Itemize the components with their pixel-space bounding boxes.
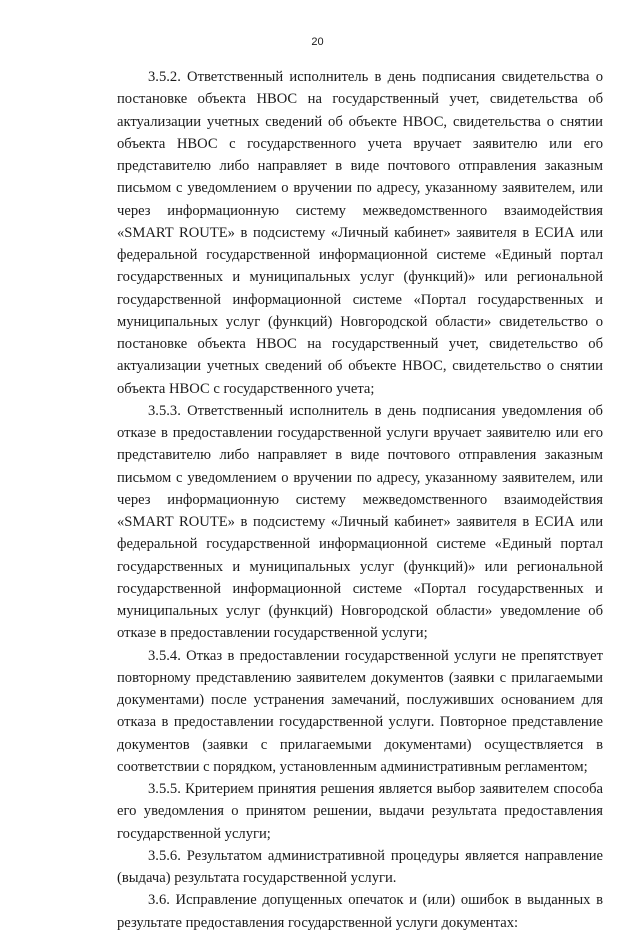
paragraph-3-5-5: 3.5.5. Критерием принятия решения является выбор заявителем способа его уведомления о принятом решении, выдачи результата предоставления государственной услуги; bbox=[117, 781, 603, 842]
paragraph-3-5-4: 3.5.4. Отказ в предоставлении государственной услуги не препятствует повторному представлению заявителем документов (заявки с прилагаемыми документами) после устранения замечаний, послуживших основанием для отказа в предоставлении государственной услуги. Повторное представление документов (заявки с прилагаемыми документами) осуществляется в соответствии с порядком, установленным административным регламентом; bbox=[117, 647, 603, 775]
paragraph-3-5-6: 3.5.6. Результатом административной процедуры является направление (выдача) результата государственной услуги. bbox=[117, 847, 603, 886]
paragraph-3-6: 3.6. Исправление допущенных опечаток и (или) ошибок в выданных в результате предоставления государственной услуги документах: bbox=[117, 892, 603, 931]
paragraph-3-5-2: 3.5.2. Ответственный исполнитель в день подписания свидетельства о постановке объекта НВОС на государственный учет, свидетельства об актуализации учетных сведений об объекте НВОС, свидетельства о снятии объекта НВОС с государственного учета вручает заявителю или его представителю либо направляет в виде почтового отправления заказным письмом с уведомлением о вручении по адресу, указанному заявителем, или через информационную систему межведомственного взаимодействия «SMART ROUTE» в подсистему «Личный кабинет» заявителя в ЕСИА или федеральной государственной информационной системе «Единый портал государственных и муниципальных услуг (функций)» или региональной государственной информационной системе «Портал государственных и муниципальных услуг (функций) Новгородской области» свидетельство о постановке объекта НВОС на государственный учет, свидетельство об актуализации учетных сведений об объекте НВОС, свидетельство о снятии объекта НВОС с государственного учета; bbox=[117, 69, 603, 397]
paragraph-3-5-3: 3.5.3. Ответственный исполнитель в день подписания уведомления об отказе в предоставлении государственной услуги вручает заявителю или его представителю либо направляет в виде почтового отправления заказным письмом с уведомлением о вручении по адресу, указанному заявителем, или через информационную систему межведомственного взаимодействия «SMART ROUTE» в подсистему «Личный кабинет» заявителя в ЕСИА или федеральной государственной информационной системе «Единый портал государственных и муниципальных услуг (функций)» или региональной государственной информационной системе «Портал государственных и муниципальных услуг (функций) Новгородской области» уведомление об отказе в предоставлении государственной услуги; bbox=[117, 402, 603, 642]
document-body bbox=[117, 66, 603, 934]
page-number: 20 bbox=[311, 36, 324, 48]
